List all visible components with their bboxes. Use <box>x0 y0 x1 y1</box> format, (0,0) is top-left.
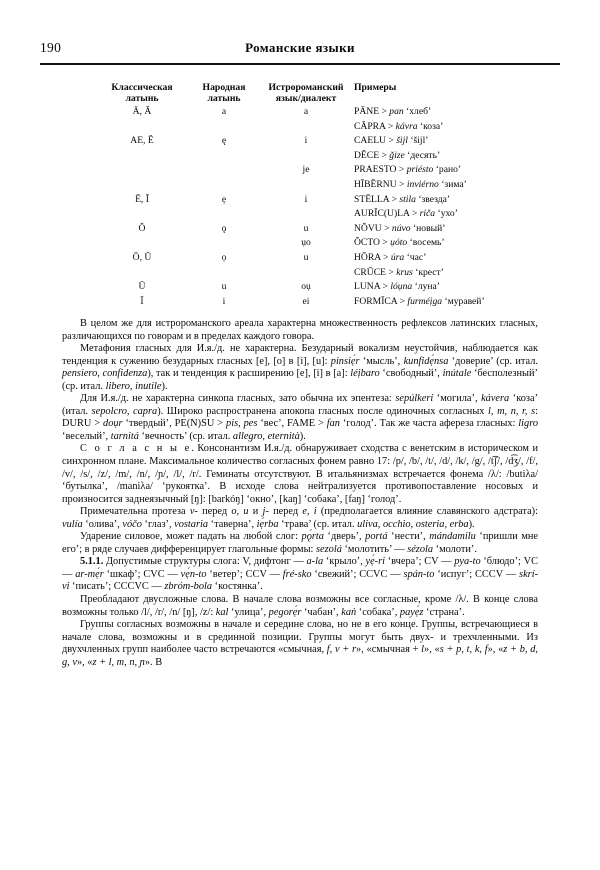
cell-vulgar-latin: ọ <box>221 251 227 263</box>
table-row <box>96 107 556 122</box>
column-header-vulgar-latin <box>190 82 258 105</box>
column-header-line2: язык/диалект <box>275 93 337 105</box>
cell-classical-latin: Ē, Ĭ <box>135 193 149 205</box>
cell-example: STĒLLA > stila ‘звезда’ <box>354 193 451 205</box>
cell-example: AURĬC(U)LA > riča ‘ухо’ <box>354 208 458 220</box>
column-header-line1: Примеры <box>354 82 397 93</box>
cell-example: HĪBĔRNU > inviérno ‘зима’ <box>354 178 467 190</box>
cell-example: NŎVU > núvo ‘новый’ <box>354 222 446 234</box>
cell-example: PĀNE > pan ‘хлеб’ <box>354 106 432 117</box>
column-header-classical-latin <box>96 82 188 105</box>
cell-classical-latin: Ī <box>140 295 144 307</box>
table-row <box>96 165 556 180</box>
table-row <box>96 297 556 312</box>
cell-vulgar-latin: u <box>221 281 227 293</box>
header-rule <box>40 63 560 65</box>
column-header-line1: Истророманский <box>268 82 344 93</box>
body-paragraph: 5.1.1. Допустимые структуры слога: V, дифтонг — a-la ‘крыло’, yẹ́-ri ‘вчера’; CV — pya-to ‘блюдо’; VC — ar-mẹ́r ‘шкаф’; CVC — vẹ́n-to ‘ветер’; CCV — fré-sko ‘свежий’; CCVC — spán-to ‘испуг’; CCCV — skrí-vi ‘писать’; CCCVC — zbróm-bola ‘костянка’. <box>62 556 539 593</box>
cell-istroromance: i <box>304 135 308 147</box>
cell-example: CĂPRA > kávra ‘коза’ <box>354 120 444 132</box>
vowel-correspondence-table <box>96 82 556 311</box>
cell-classical-latin: Ō, Ŭ <box>132 251 152 263</box>
cell-istroromance: a <box>303 106 309 117</box>
cell-example: FORMĪCA > furméịga ‘муравей’ <box>354 295 485 307</box>
cell-example: CRŬCE > krus ‘крест’ <box>354 266 444 278</box>
cell-istroromance: u <box>303 222 309 234</box>
body-paragraph: Ударение силовое, может падать на любой слог: pǫ́rta ‘дверь’, portá ‘нести’, mándamilu ‘пришли мне его’; в ряде случаев дифференцирует глагольные формы: sezolá ‘молотить’ — sézola ‘молоти’. <box>62 531 538 555</box>
body-text <box>62 318 538 669</box>
body-paragraph: С о г л а с н ы е. Консонантизм И.я./д. обнаруживает сходства с венетским в историческом и синхронном плане. Максимальное количество согласных фонем равно 17: /p/, /b/, /t/, /d/, /k/, /g/, /t͡ʃ/, /d͡ʒ/, /f/, /v/, /s/, /z/, /m/, /n/, /ɲ/, /l/, /r/. Геминаты отсутствуют. В итальянизмах встречается фонема /λ/: /butiλa/ ‘бутылка’, /maniλa/ ‘рукоятка’. В исходе слова нейтрализуется противопоставление носовых и произносится заднеязычный [ŋ]: [barkóŋ] ‘окно’, [kaŋ] ‘собака’, [faŋ] ‘голод’. <box>62 443 538 505</box>
table-row <box>96 122 556 137</box>
column-header-line1: Народная <box>202 82 246 93</box>
cell-example: DĔCE > ǧize ‘десять’ <box>354 149 441 161</box>
cell-example: LUNA > lóụna ‘луна’ <box>354 281 440 293</box>
running-title: Романские языки <box>245 40 355 55</box>
body-paragraph: Примечательна протеза v- перед o, u и j- перед e, i (предполагается влияние славянского адстрата): vulía ‘олива’, vóčo ‘глаз’, vostaria ‘таверна’, iẹ́rba ‘трава’ (ср. итал. uliva, occhio, osteria, erba). <box>62 506 538 530</box>
table-row <box>96 209 556 224</box>
table-row <box>96 224 556 239</box>
cell-example: ŎCTO > ụóto ‘восемь’ <box>354 237 445 249</box>
column-header-line2: латынь <box>125 93 159 105</box>
body-paragraph: В целом же для истророманского ареала характерна множественность рефлексов латинских гласных, различающихся по говорам и в пределах каждого говора. <box>62 318 538 342</box>
cell-vulgar-latin: ę <box>221 135 227 147</box>
cell-classical-latin: Ā, Ă <box>132 106 152 117</box>
table-row <box>96 253 556 268</box>
table-row <box>96 238 556 253</box>
cell-vulgar-latin: ẹ <box>221 193 227 205</box>
table-row <box>96 268 556 283</box>
cell-example: PRAESTO > priésto ‘рано’ <box>354 164 462 176</box>
table-body <box>96 107 556 311</box>
column-header-line2: латынь <box>207 93 241 105</box>
cell-vulgar-latin: ǫ <box>221 222 227 234</box>
body-paragraph: Группы согласных возможны в начале и середине слова, но не в его конце. Группы, встречающиеся в начале слова, возможны и в срединной позиции. Группы могут быть двух- и трехчленными. Из двухчленных групп наиболее часто встречаются «смычная, f, v + r», «смычная + l», «s + p, t, k, f», «z + b, d, g, v», «z + l, m, n, ɲ». В <box>62 619 539 668</box>
table-row <box>96 195 556 210</box>
cell-istroromance: je <box>302 164 310 176</box>
table-header-row <box>96 82 556 107</box>
table-row <box>96 136 556 151</box>
cell-classical-latin: Ŏ <box>138 222 146 234</box>
cell-classical-latin: AE, Ĕ <box>130 135 154 147</box>
body-paragraph: Метафония гласных для И.я./д. не характерна. Безударный вокализм неустойчив, наблюдается как тенденция к сужению безударных гласных [e], [o] в [i], [u]: pinsiẹ́r ‘мысль’, kunfidẹ́nsa ‘доверие’ (ср. итал. pensiero, confidenza), так и тенденция к расширению [e], [i] в [a]: léịbaro ‘свободный’, inútale ‘бесполезный’ (ср. итал. libero, inutile). <box>62 343 538 392</box>
cell-istroromance: ei <box>302 295 310 307</box>
cell-istroromance: i <box>304 193 308 205</box>
column-header-examples <box>354 82 434 93</box>
table-row <box>96 180 556 195</box>
cell-example: CAELU > šijl ‘šijl’ <box>354 135 429 147</box>
cell-istroromance: oụ <box>301 281 311 293</box>
running-head <box>40 40 560 62</box>
cell-istroromance: u <box>303 251 309 263</box>
column-header-line1: Классическая <box>111 82 173 93</box>
body-paragraph: Преобладают двусложные слова. В начале слова возможны все согласные, кроме /λ/. В конце слова возможны только /l/, /r/, /n/ [ŋ], /z/: kal ‘улица’, pegorẹ́r ‘чабан’, kaṅ ‘собака’, payẹ́z ‘страна’. <box>62 594 538 618</box>
cell-vulgar-latin: i <box>222 295 226 307</box>
page-number: 190 <box>40 40 62 55</box>
table-row <box>96 151 556 166</box>
body-paragraph: Для И.я./д. не характерна синкопа гласных, зато обычна их эпентеза: sepúlkeri ‘могила’, kávera ‘коза’ (итал. sepolcro, capra). Широко распространена апокопа гласных после одиночных согласных l, m, n, r, s: DURU > doụr ‘твердый’, PE(N)SU > pis, pes ‘вес’, FAME > fan ‘голод’. Так же часта афереза гласных: ligro ‘веселый’, tarnitá ‘вечность’ (ср. итал. allegro, eternità). <box>62 393 539 442</box>
table-row <box>96 282 556 297</box>
cell-classical-latin: Ū <box>138 281 146 293</box>
cell-example: HŌRA > úra ‘час’ <box>354 251 427 263</box>
cell-istroromance: ụo <box>301 237 311 249</box>
column-header-istroromance <box>260 82 352 105</box>
cell-vulgar-latin: a <box>221 106 227 117</box>
